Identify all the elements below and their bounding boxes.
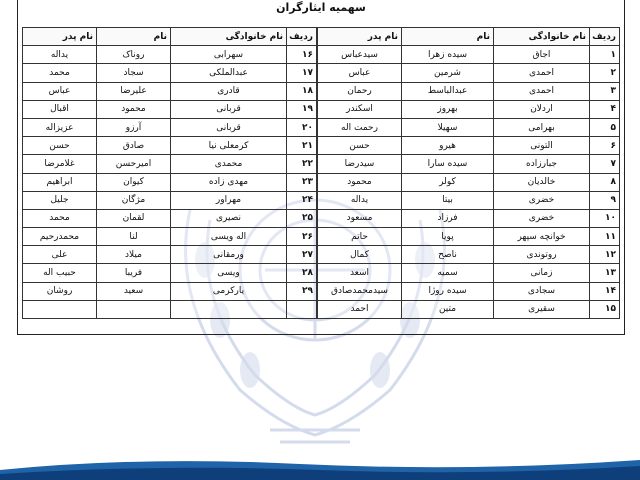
left-table-body <box>23 46 317 319</box>
table-row <box>318 173 620 191</box>
cell-family: قادری <box>171 82 287 100</box>
table-row <box>23 209 317 227</box>
cell-name: متین <box>402 300 494 318</box>
cell-father: اسعد <box>318 264 402 282</box>
cell-family: خضری <box>494 209 590 227</box>
cell-father: رحمت اله <box>318 118 402 136</box>
table-row <box>318 246 620 264</box>
cell-father: احمد <box>318 300 402 318</box>
cell-index: ۲۲ <box>287 155 317 173</box>
table-row <box>23 173 317 191</box>
cell-index: ۷ <box>590 155 620 173</box>
cell-index: ۸ <box>590 173 620 191</box>
column-header-father: نام پدر <box>318 28 402 46</box>
cell-family: قربانی <box>171 118 287 136</box>
table-row <box>23 228 317 246</box>
table-row <box>318 282 620 300</box>
cell-father: یداله <box>318 191 402 209</box>
footer-wave-decoration <box>0 456 640 480</box>
cell-index: ۹ <box>590 191 620 209</box>
column-header-index: ردیف <box>287 28 317 46</box>
cell-index <box>287 300 317 318</box>
cell-index: ۲۷ <box>287 246 317 264</box>
cell-index: ۱۷ <box>287 64 317 82</box>
table-row <box>23 282 317 300</box>
table-row <box>23 100 317 118</box>
cell-family: محمدی <box>171 155 287 173</box>
cell-name: سیده روژا <box>402 282 494 300</box>
cell-index: ۱۹ <box>287 100 317 118</box>
cell-name: سجاد <box>97 64 171 82</box>
cell-index: ۲ <box>590 64 620 82</box>
cell-index: ۱۴ <box>590 282 620 300</box>
table-row <box>318 82 620 100</box>
cell-family: زمانی <box>494 264 590 282</box>
cell-family: ویسی <box>171 264 287 282</box>
cell-family: سقیری <box>494 300 590 318</box>
cell-father: محمدرحیم <box>23 228 97 246</box>
cell-family: روتوندی <box>494 246 590 264</box>
cell-family: کرمعلی نیا <box>171 137 287 155</box>
cell-family: نصیری <box>171 209 287 227</box>
cell-name: شرمین <box>402 64 494 82</box>
cell-family: عبدالملکی <box>171 64 287 82</box>
cell-name: صادق <box>97 137 171 155</box>
table-row <box>318 228 620 246</box>
cell-name: بهروز <box>402 100 494 118</box>
cell-family: اله ویسی <box>171 228 287 246</box>
cell-father: کمال <box>318 246 402 264</box>
cell-father: جلیل <box>23 191 97 209</box>
cell-family: بهرامی <box>494 118 590 136</box>
table-row <box>318 64 620 82</box>
cell-father: حبیب اله <box>23 264 97 282</box>
cell-index: ۱۲ <box>590 246 620 264</box>
cell-family: التونی <box>494 137 590 155</box>
cell-father: یداله <box>23 46 97 64</box>
cell-name: آرزو <box>97 118 171 136</box>
table-row <box>23 64 317 82</box>
table-row <box>23 191 317 209</box>
document-sheet <box>17 0 625 335</box>
cell-family: اجاق <box>494 46 590 64</box>
cell-family: قربانی <box>171 100 287 118</box>
cell-name: فرزاد <box>402 209 494 227</box>
column-header-index: ردیف <box>590 28 620 46</box>
cell-family: سجادی <box>494 282 590 300</box>
cell-name: کیوان <box>97 173 171 191</box>
cell-father: غلامرضا <box>23 155 97 173</box>
column-header-name: نام <box>97 28 171 46</box>
cell-family: مهراور <box>171 191 287 209</box>
cell-father <box>23 300 97 318</box>
column-header-name: نام <box>402 28 494 46</box>
cell-index: ۶ <box>590 137 620 155</box>
cell-name: لقمان <box>97 209 171 227</box>
cell-index: ۱۶ <box>287 46 317 64</box>
cell-index: ۴ <box>590 100 620 118</box>
cell-name: سیده زهرا <box>402 46 494 64</box>
cell-father: عباس <box>23 82 97 100</box>
cell-name: سهیلا <box>402 118 494 136</box>
cell-family: اردلان <box>494 100 590 118</box>
table-row <box>318 100 620 118</box>
table-row <box>318 264 620 282</box>
cell-index: ۱۳ <box>590 264 620 282</box>
cell-family: ورمقانی <box>171 246 287 264</box>
cell-father: مسعود <box>318 209 402 227</box>
cell-father: سیدعباس <box>318 46 402 64</box>
cell-index: ۲۱ <box>287 137 317 155</box>
cell-father: سیدرضا <box>318 155 402 173</box>
column-header-family: نام خانوادگی <box>171 28 287 46</box>
cell-index: ۲۶ <box>287 228 317 246</box>
cell-name: سعید <box>97 282 171 300</box>
cell-index: ۳ <box>590 82 620 100</box>
table-row <box>318 46 620 64</box>
cell-father: اسکندر <box>318 100 402 118</box>
cell-father: سیدمحمدصادق <box>318 282 402 300</box>
cell-name: لنا <box>97 228 171 246</box>
cell-father: محمد <box>23 209 97 227</box>
cell-name: علیرضا <box>97 82 171 100</box>
cell-index: ۲۴ <box>287 191 317 209</box>
cell-family: جبارزاده <box>494 155 590 173</box>
cell-index: ۲۳ <box>287 173 317 191</box>
cell-father: اقبال <box>23 100 97 118</box>
cell-father: روشان <box>23 282 97 300</box>
cell-index: ۱۰ <box>590 209 620 227</box>
cell-father: عباس <box>318 64 402 82</box>
table-row <box>318 191 620 209</box>
cell-father: عزیزاله <box>23 118 97 136</box>
right-table-body <box>318 46 620 319</box>
cell-father: حاتم <box>318 228 402 246</box>
table-row <box>23 137 317 155</box>
cell-father: ابراهیم <box>23 173 97 191</box>
cell-family: خالدیان <box>494 173 590 191</box>
cell-name: بیتا <box>402 191 494 209</box>
cell-name: مژگان <box>97 191 171 209</box>
table-row <box>23 118 317 136</box>
cell-index: ۵ <box>590 118 620 136</box>
cell-index: ۱۸ <box>287 82 317 100</box>
cell-index: ۱ <box>590 46 620 64</box>
cell-name: عبدالباسط <box>402 82 494 100</box>
cell-family: خوانچه سپهر <box>494 228 590 246</box>
tables-container <box>22 27 620 333</box>
cell-name: کولر <box>402 173 494 191</box>
cell-name: ناصح <box>402 246 494 264</box>
cell-index: ۲۸ <box>287 264 317 282</box>
table-row <box>318 137 620 155</box>
cell-index: ۱۱ <box>590 228 620 246</box>
cell-index: ۲۹ <box>287 282 317 300</box>
table-row <box>318 300 620 318</box>
cell-father: محمود <box>318 173 402 191</box>
cell-name: سمیه <box>402 264 494 282</box>
table-row <box>318 118 620 136</box>
column-header-family: نام خانوادگی <box>494 28 590 46</box>
table-row <box>23 46 317 64</box>
cell-family: احمدی <box>494 64 590 82</box>
table-row <box>23 300 317 318</box>
cell-father: علی <box>23 246 97 264</box>
table-row <box>318 209 620 227</box>
table-row <box>318 155 620 173</box>
page-title: سهمیه ایثارگران <box>276 1 366 14</box>
cell-family: مهدی زاده <box>171 173 287 191</box>
cell-family <box>171 300 287 318</box>
cell-name: پویا <box>402 228 494 246</box>
cell-name: روناک <box>97 46 171 64</box>
cell-name: فریبا <box>97 264 171 282</box>
cell-father: محمد <box>23 64 97 82</box>
cell-family: خضری <box>494 191 590 209</box>
cell-name: محمود <box>97 100 171 118</box>
cell-father: حسن <box>23 137 97 155</box>
table-row <box>23 82 317 100</box>
table-header-row <box>23 28 317 46</box>
table-row <box>23 264 317 282</box>
cell-name: سیده سارا <box>402 155 494 173</box>
table-row <box>23 246 317 264</box>
cell-name: امیرحسن <box>97 155 171 173</box>
cell-name: هیرو <box>402 137 494 155</box>
cell-family: یارکرمی <box>171 282 287 300</box>
cell-family: سهرابی <box>171 46 287 64</box>
right-table <box>317 27 620 319</box>
cell-index: ۲۰ <box>287 118 317 136</box>
cell-father: حسن <box>318 137 402 155</box>
cell-family: احمدی <box>494 82 590 100</box>
cell-index: ۱۵ <box>590 300 620 318</box>
column-header-father: نام پدر <box>23 28 97 46</box>
cell-index: ۲۵ <box>287 209 317 227</box>
table-header-row <box>318 28 620 46</box>
left-table <box>22 27 317 319</box>
table-row <box>23 155 317 173</box>
cell-name <box>97 300 171 318</box>
cell-father: رحمان <box>318 82 402 100</box>
cell-name: میلاد <box>97 246 171 264</box>
